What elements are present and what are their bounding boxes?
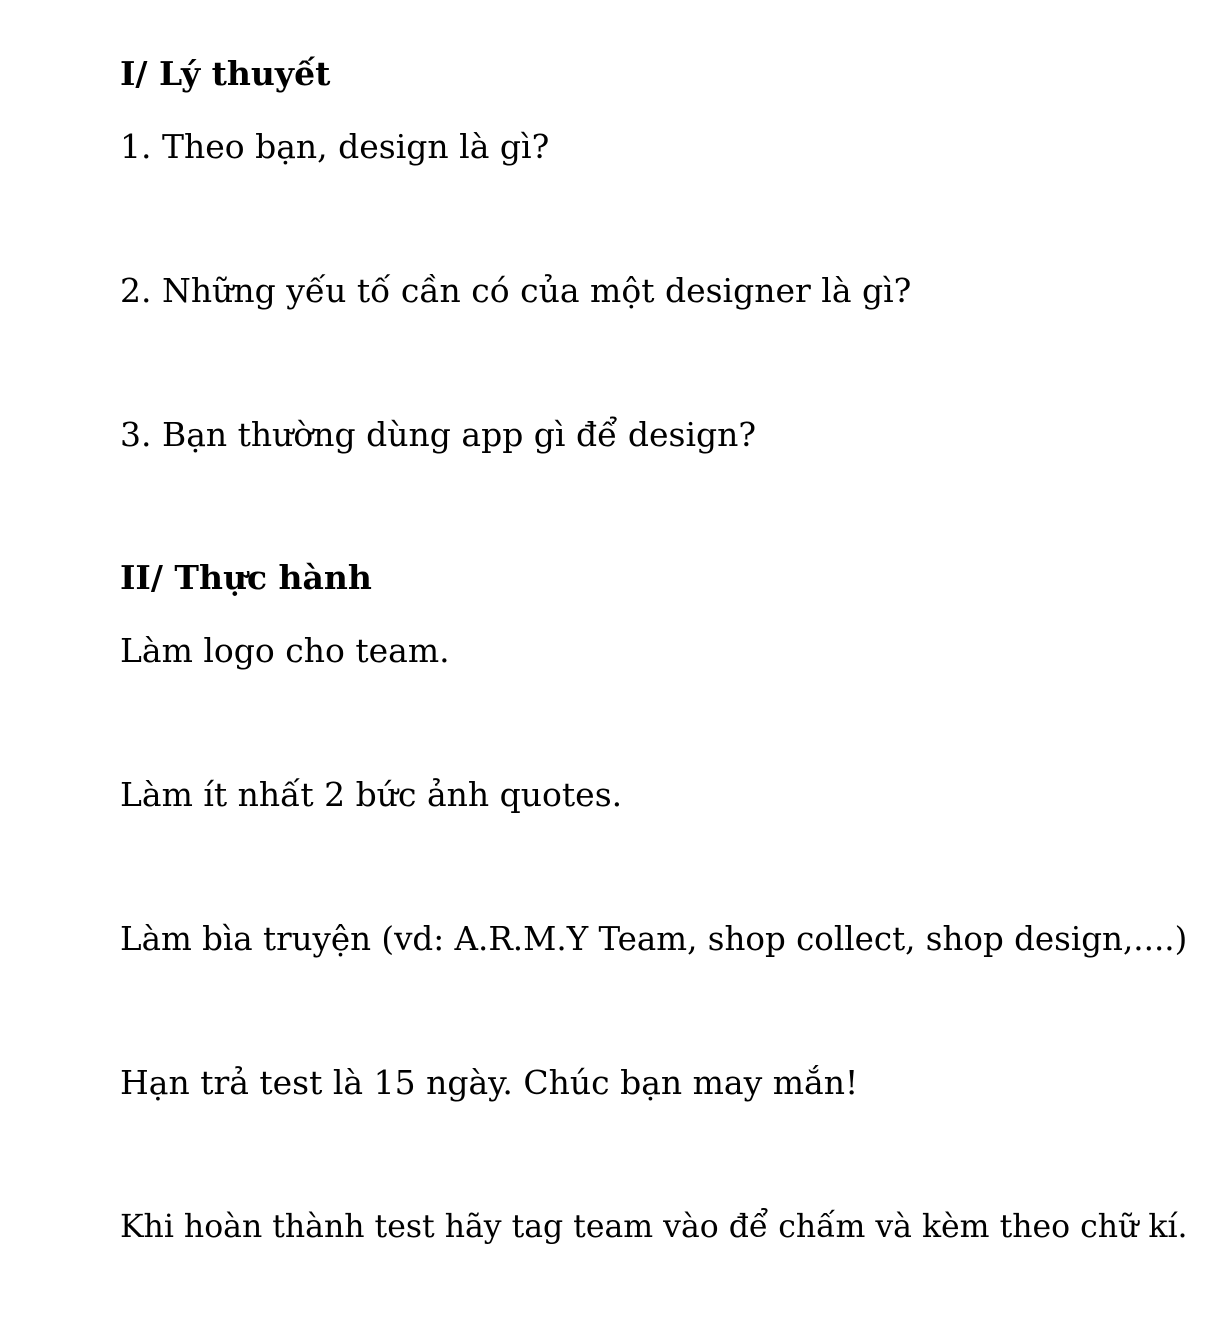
note-deadline: Hạn trả test là 15 ngày. Chúc bạn may mắn! xyxy=(120,1063,859,1102)
note-submission: Khi hoàn thành test hãy tag team vào để chấm và kèm theo chữ kí. xyxy=(120,1209,1188,1245)
question-2: 2. Những yếu tố cần có của một designer là gì? xyxy=(120,271,912,310)
question-3: 3. Bạn thường dùng app gì để design? xyxy=(120,415,757,454)
task-1: Làm logo cho team. xyxy=(120,631,450,670)
task-2: Làm ít nhất 2 bức ảnh quotes. xyxy=(120,775,623,814)
task-3: Làm bìa truyện (vd: A.R.M.Y Team, shop collect, shop design,....) xyxy=(120,920,1188,958)
question-1: 1. Theo bạn, design là gì? xyxy=(120,127,550,166)
section-heading-practice: II/ Thực hành xyxy=(120,558,372,597)
section-heading-theory: I/ Lý thuyết xyxy=(120,54,331,93)
